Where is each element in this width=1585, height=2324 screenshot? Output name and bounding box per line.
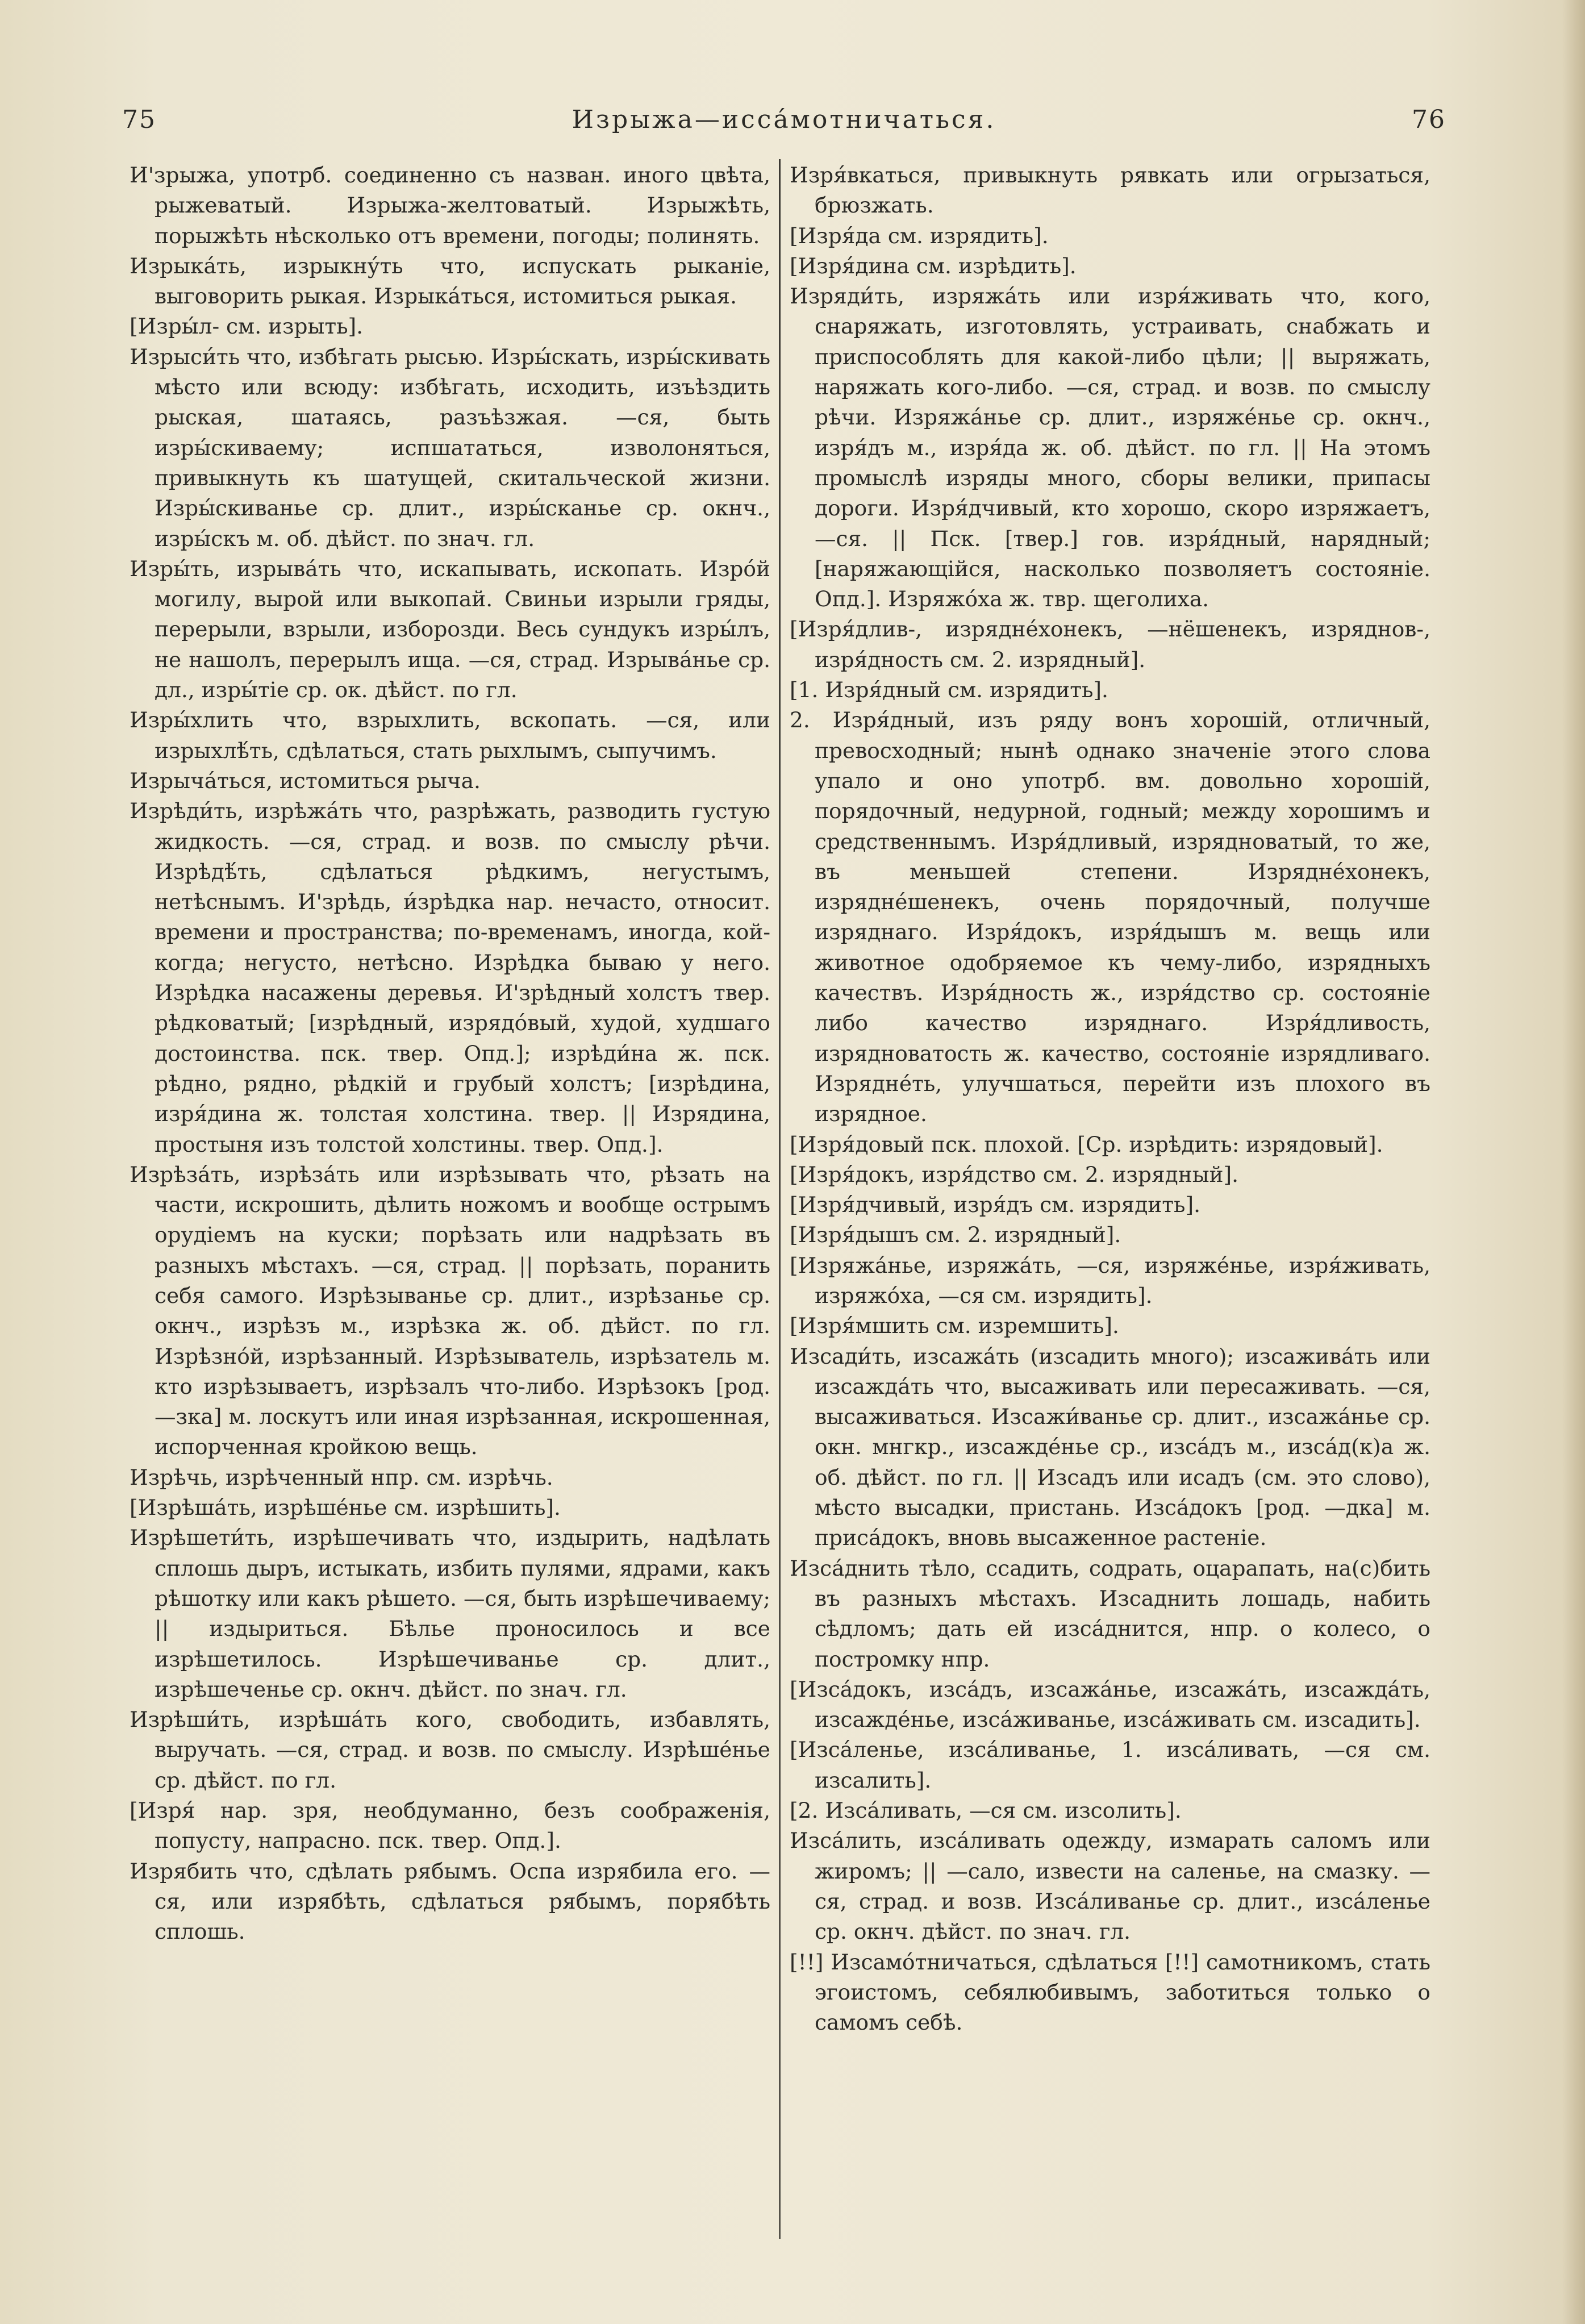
dictionary-entry: 2. Изря́дный, изъ ряду вонъ хорошій, отличный, превосходный; нынѣ однако значеніе этого слова упало и оно употрб. вм. довольно хорошій, порядочный, недурной, годный; между хорошимъ и средственнымъ. Изря́дливый, изрядноватый, то же, въ меньшей степени. Изрядне́хонекъ, изрядне́шенекъ, очень порядочный, получше изряднаго. Изря́докъ, изря́дышъ м. вещь или животное одобряемое къ чему-либо, изрядныхъ качествъ. Изря́дность ж., изря́дство ср. состояніе либо качество изряднаго. Изря́дливость, изрядноватость ж. качество, состояніе изрядливаго. Изрядне́ть, улучшаться, перейти изъ плохого въ изрядное. (790, 707, 1430, 1127)
page-number-right: 76 (1412, 105, 1446, 134)
dictionary-entry: [Изряжа́нье, изряжа́ть, —ся, изряже́нье, изря́живать, изряжо́ха, —ся см. изрядить]. (790, 1252, 1430, 1308)
dictionary-entry: [Изса́ленье, изса́ливанье, 1. изса́ливать, —ся см. изсалить]. (790, 1737, 1430, 1793)
right-column (790, 160, 1430, 2251)
dictionary-entry: [Изря́да см. изрядить]. (790, 223, 1049, 248)
dictionary-entry: Изря́вкаться, привыкнуть рявкать или огрызаться, брюзжать. (790, 163, 1430, 218)
dictionary-entry: [Изря́дышъ см. 2. изрядный]. (790, 1222, 1121, 1248)
dictionary-entry: [Изря́мшить см. изремшить]. (790, 1313, 1119, 1339)
dictionary-entry: Изрѣшети́ть, изрѣшечивать что, издырить, надѣлать сплошь дыръ, истыкать, избить пулями, ядрами, какъ рѣшотку или какъ рѣшето. —ся, быть изрѣшечиваему; || издыриться. Бѣлье проносилось и все изрѣшетилось. Изрѣшечиванье ср. длит., изрѣшеченье ср. окнч. дѣйст. по знач. гл. (130, 1525, 770, 1702)
dictionary-entry: Изрѣши́ть, изрѣша́ть кого, свободить, избавлять, выручать. —ся, страд. и возв. по смыслу. Изрѣше́нье ср. дѣйст. по гл. (130, 1707, 770, 1793)
dictionary-entry: [Изря́дчивый, изря́дъ см. изрядить]. (790, 1192, 1201, 1218)
column-divider (779, 159, 781, 2239)
dictionary-entry: Изрыча́ться, истомиться рыча. (130, 768, 481, 793)
dictionary-entry: Изса́днить тѣло, ссадить, содрать, оцарапать, на(с)бить въ разныхъ мѣстахъ. Изсаднить лошадь, набить сѣдломъ; дать ей изса́днится, нпр. о колесо, о постромку нпр. (790, 1555, 1430, 1672)
left-column (130, 160, 770, 2251)
dictionary-entry: И'зрыжа, употрб. соединенно съ назван. иного цвѣта, рыжеватый. Изрыжа-желтоватый. Изрыжѣть, порыжѣть нѣсколько отъ времени, погоды; полинять. (130, 163, 770, 248)
dictionary-entry: Изрѣчь, изрѣченный нпр. см. изрѣчь. (130, 1464, 553, 1490)
dictionary-entry: [Изря́довый пск. плохой. [Ср. изрѣдить: изрядовый]. (790, 1131, 1383, 1157)
page-edge-shadow (1562, 0, 1585, 2324)
dictionary-entry: Изрѣза́ть, изрѣза́ть или изрѣзывать что, рѣзать на части, искрошить, дѣлить ножомъ и вообще острымъ орудіемъ на куски; порѣзать или надрѣзать въ разныхъ мѣстахъ. —ся, страд. || порѣзать, поранить себя самого. Изрѣзыванье ср. длит., изрѣзанье ср. окнч., изрѣзъ м., изрѣзка ж. об. дѣйст. по гл. Изрѣзно́й, изрѣзанный. Изрѣзыватель, изрѣзатель м. кто изрѣзываетъ, изрѣзалъ что-либо. Изрѣзокъ [род. —зка] м. лоскутъ или иная изрѣзанная, искрошенная, испорченная кройкою вещь. (130, 1161, 770, 1460)
dictionary-entry: Изры́хлить что, взрыхлить, вскопать. —ся, или изрыхлѣ́ть, сдѣлаться, стать рыхлымъ, сыпучимъ. (130, 707, 770, 763)
dictionary-entry: Изрыси́ть что, избѣгать рысью. Изры́скать, изры́скивать мѣсто или всюду: избѣгать, исходить, изъѣздить рыская, шатаясь, разъѣзжая. —ся, быть изры́скиваему; испшататься, изволоняться, привыкнуть къ шатущей, скитальческой жизни. Изры́скиванье ср. длит., изры́сканье ср. окнч., изры́скъ м. об. дѣйст. по знач. гл. (130, 344, 770, 551)
dictionary-entry: [Изры́л- см. изрыть]. (130, 314, 364, 339)
dictionary-entry: Изряди́ть, изряжа́ть или изря́живать что, кого, снаряжать, изготовлять, устраивать, снабжать и приспособлять для какой-либо цѣли; || выряжать, наряжать кого-либо. —ся, страд. и возв. по смыслу рѣчи. Изряжа́нье ср. длит., изряже́нье ср. окнч., изря́дъ м., изря́да ж. об. дѣйст. по гл. || На этомъ промыслѣ изряды много, сборы велики, припасы дороги. Изря́дчивый, кто хорошо, скоро изряжаетъ, —ся. || Пск. [твер.] гов. изря́дный, нарядный; [наряжающійся, насколько позволяетъ состояніе. Опд.]. Изряжо́ха ж. твр. щеголиха. (790, 284, 1430, 612)
running-header (122, 105, 1446, 145)
running-title: Изрыжа—исса́мотничаться. (572, 105, 996, 134)
dictionary-entry: Изса́лить, изса́ливать одежду, измарать саломъ или жиромъ; || —сало, извести на саленье, на смазку. —ся, страд. и возв. Изса́ливанье ср. длит., изса́ленье ср. окнч. дѣйст. по знач. гл. (790, 1828, 1430, 1944)
dictionary-entry: [1. Изря́дный см. изрядить]. (790, 677, 1108, 703)
dictionary-entry: Изрябить что, сдѣлать рябымъ. Оспа изрябила его. —ся, или изрябѣть, сдѣлаться рябымъ, порябѣть сплошь. (130, 1858, 770, 1944)
dictionary-entry: Изрѣди́ть, изрѣжа́ть что, разрѣжать, разводить густую жидкость. —ся, страд. и возв. по смыслу рѣчи. Изрѣдѣ́ть, сдѣлаться рѣдкимъ, негустымъ, нетѣснымъ. И'зрѣдь, и́зрѣдка нар. нечасто, относит. времени и пространства; по-временамъ, иногда, кой-когда; негусто, нетѣсно. Изрѣдка бываю у него. Изрѣдка насажены деревья. И'зрѣдный холстъ твер. рѣдковатый; [изрѣдный, изрядо́вый, худой, худшаго достоинства. пск. твер. Опд.]; изрѣди́на ж. пск. рѣдно, рядно, рѣдкій и грубый холстъ; [изрѣдина, изря́дина ж. толстая холстина. твер. || Изрядина, простыня изъ толстой холстины. твер. Опд.]. (130, 798, 770, 1157)
page-number-left: 75 (122, 105, 156, 134)
dictionary-entry: [Изса́докъ, изса́дъ, изсажа́нье, изсажа́ть, изсажда́ть, изсажде́нье, изса́живанье, изса́живать см. изсадить]. (790, 1676, 1430, 1732)
dictionary-entry: [2. Изса́ливать, —ся см. изсолить]. (790, 1798, 1182, 1823)
dictionary-entry: [Изря́длив-, изрядне́хонекъ, —нёшенекъ, изряднов-, изря́дность см. 2. изрядный]. (790, 617, 1430, 672)
dictionary-entry: [Изря́докъ, изря́дство см. 2. изрядный]. (790, 1161, 1239, 1187)
dictionary-entry: [Изря́ нар. зря, необдуманно, безъ соображенія, попусту, напрасно. пск. твер. Опд.]. (130, 1798, 770, 1854)
dictionary-entry: [Изрѣша́ть, изрѣше́нье см. изрѣшить]. (130, 1495, 561, 1521)
dictionary-entry: Изсади́ть, изсажа́ть (изсадить много); изсажива́ть или изсажда́ть что, высаживать или пересаживать. —ся, высаживаться. Изсажи́ванье ср. длит., изсажа́нье ср. окн. мнгкр., изсажде́нье ср., изса́дъ м., изса́д(к)а ж. об. дѣйст. по гл. || Изсадъ или исадъ (см. это слово), мѣсто высадки, пристань. Изса́докъ [род. —дка] м. приса́докъ, вновь высаженное растеніе. (790, 1343, 1430, 1551)
dictionary-entry: [!!] Изсамо́тничаться, сдѣлаться [!!] самотникомъ, стать эгоистомъ, себялюбивымъ, заботиться только о самомъ себѣ. (790, 1949, 1430, 2035)
dictionary-entry: Изрыка́ть, изрыкну́ть что, испускать рыканіе, выговорить рыкая. Изрыка́ться, истомиться рыкая. (130, 253, 770, 309)
dictionary-entry: Изры́ть, изрыва́ть что, искапывать, ископать. Изро́й могилу, вырой или выкопай. Свиньи изрыли гряды, перерыли, взрыли, изборозди. Весь сундукъ изры́лъ, не нашолъ, перерылъ ища. —ся, страд. Изрыва́нье ср. дл., изры́тіе ср. ок. дѣйст. по гл. (130, 556, 770, 703)
dictionary-entry: [Изря́дина см. изрѣдить]. (790, 253, 1077, 278)
